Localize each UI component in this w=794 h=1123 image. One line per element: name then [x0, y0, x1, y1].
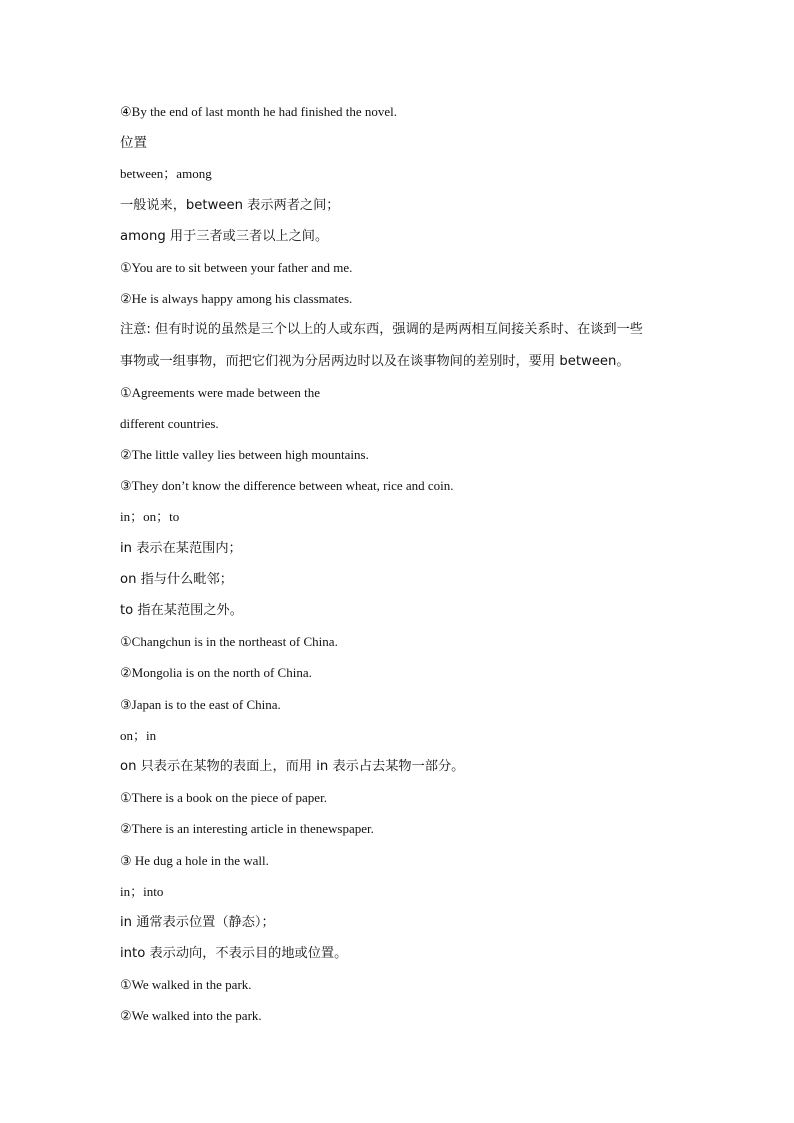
text-line: 一般说来，between 表示两者之间； — [120, 197, 340, 213]
text-line: ③Japan is to the east of China. — [120, 696, 281, 712]
text-line: in 通常表示位置（静态）； — [120, 914, 275, 930]
text-line: ①We walked in the park. — [120, 977, 252, 993]
text-line: ②We walked into the park. — [120, 1008, 262, 1024]
text-line: ③They don’t know the difference between wheat, rice and coin. — [120, 478, 454, 494]
text-line: ②The little valley lies between high mountains. — [120, 447, 369, 463]
text-line: ④By the end of last month he had finished the novel. — [120, 104, 398, 119]
text-line: ①Changchun is in the northeast of China. — [120, 634, 338, 650]
text-line: in 表示在某范围内； — [120, 540, 242, 556]
text-line: on；in — [120, 727, 157, 743]
text-line: in；into — [120, 883, 164, 899]
document-body — [120, 101, 690, 1037]
text-line: on 指与什么毗邻； — [120, 571, 233, 587]
text-line: in；on；to — [120, 509, 180, 525]
text-line: to 指在某范围之外。 — [120, 603, 243, 618]
text-line: ③ He dug a hole in the wall. — [120, 852, 269, 868]
text-line: different countries. — [120, 415, 219, 431]
text-line: ②He is always happy among his classmates. — [120, 291, 353, 307]
text-line: ②There is an interesting article in thenewspaper. — [120, 821, 374, 837]
text-line: ②Mongolia is on the north of China. — [120, 665, 312, 681]
text-line: ①You are to sit between your father and me. — [120, 259, 353, 275]
text-line: between；among — [120, 166, 212, 182]
section-heading: 位置 — [120, 135, 147, 152]
text-line: ①Agreements were made between the — [120, 384, 321, 400]
text-line: on 只表示在某物的表面上，而用 in 表示占去某物一部分。 — [120, 758, 465, 774]
text-line: 注意: 但有时说的虽然是三个以上的人或东西，强调的是两两相互间接关系时、在谈到一些 — [120, 322, 643, 338]
text-line: among 用于三者或三者以上之间。 — [120, 228, 329, 244]
text-line: into 表示动向，不表示目的地或位置。 — [120, 946, 348, 962]
text-line: 事物或一组事物，而把它们视为分居两边时以及在谈事物间的差别时，要用 between。 — [120, 353, 630, 369]
text-line: ①There is a book on the piece of paper. — [120, 790, 327, 806]
